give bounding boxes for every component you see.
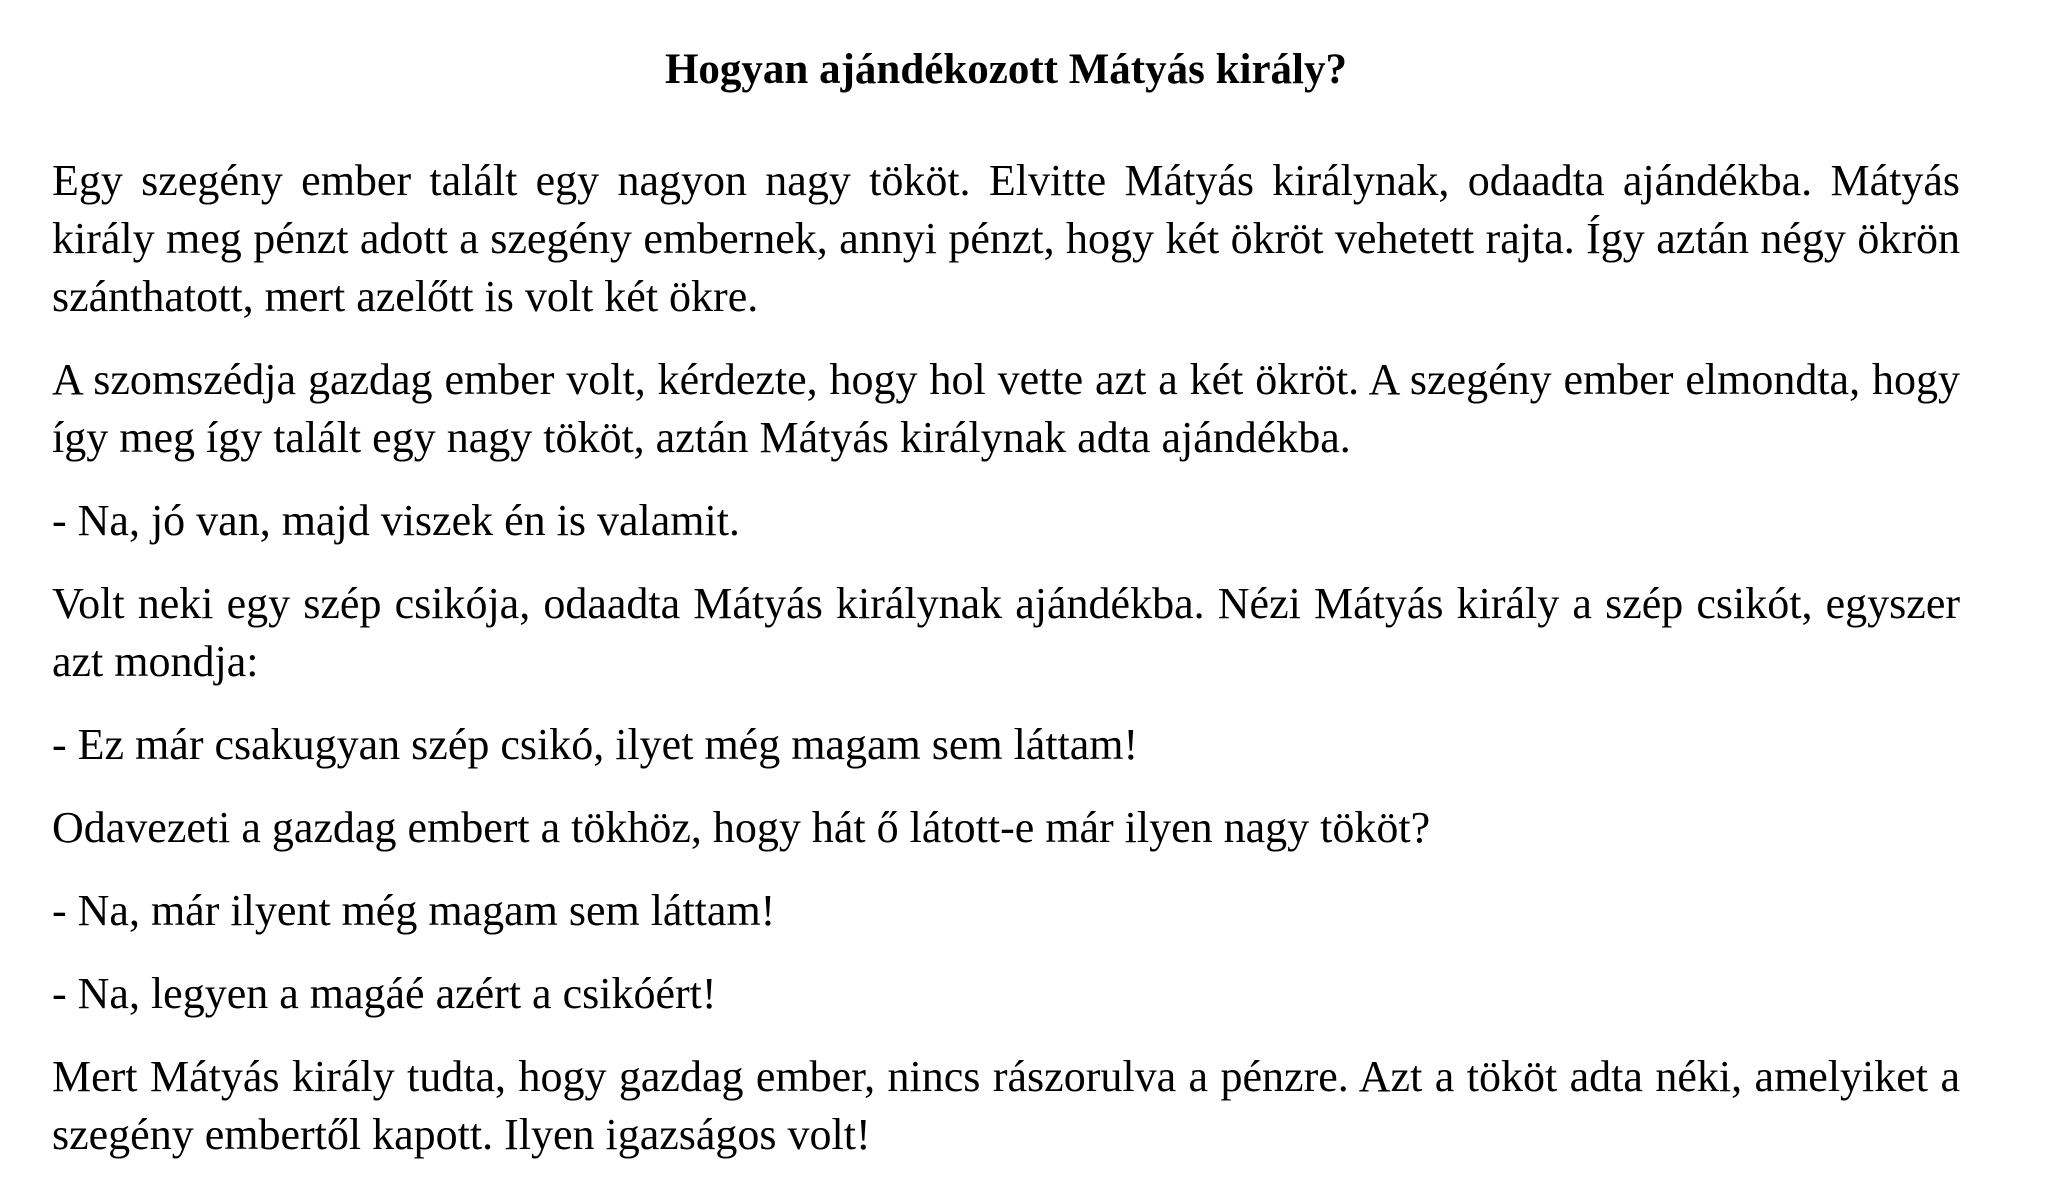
document-page [52,0,1960,1189]
paragraph-4: Odavezeti a gazdag embert a tökhöz, hogy hát ő látott-e már ilyen nagy tököt? [52,803,1431,852]
paragraph-1: Egy szegény ember talált egy nagyon nagy tököt. Elvitte Mátyás királynak, odaadta ajándékba. Mátyás király meg pénzt adott a szegény embernek, annyi pénzt, hogy két ökröt vehetett rajta. Így aztán négy ökrön szánthatott, mert azelőtt is volt két ökre. [52,156,1960,321]
paragraph-3: Volt neki egy szép csikója, odaadta Mátyás királynak ajándékba. Nézi Mátyás király a szép csikót, egyszer azt mondja: [52,579,1960,686]
document-title: Hogyan ajándékozott Mátyás király? [664,46,1348,93]
dialogue-line-4: - Na, legyen a magáé azért a csikóért! [52,969,717,1018]
dialogue-line-1: - Na, jó van, majd viszek én is valamit. [52,496,740,545]
paragraph-2: A szomszédja gazdag ember volt, kérdezte, hogy hol vette azt a két ökröt. A szegény ember elmondta, hogy így meg így talált egy nagy tököt, aztán Mátyás királynak adta ajándékba. [52,355,1960,462]
paragraph-5: Mert Mátyás király tudta, hogy gazdag ember, nincs rászorulva a pénzre. Azt a tököt adta néki, amelyiket a szegény embertől kapott. Ilyen igazságos volt! [52,1052,1960,1159]
document-body [52,152,1960,1164]
dialogue-line-2: - Ez már csakugyan szép csikó, ilyet még magam sem láttam! [52,720,1139,769]
dialogue-line-3: - Na, már ilyent még magam sem láttam! [52,886,776,935]
